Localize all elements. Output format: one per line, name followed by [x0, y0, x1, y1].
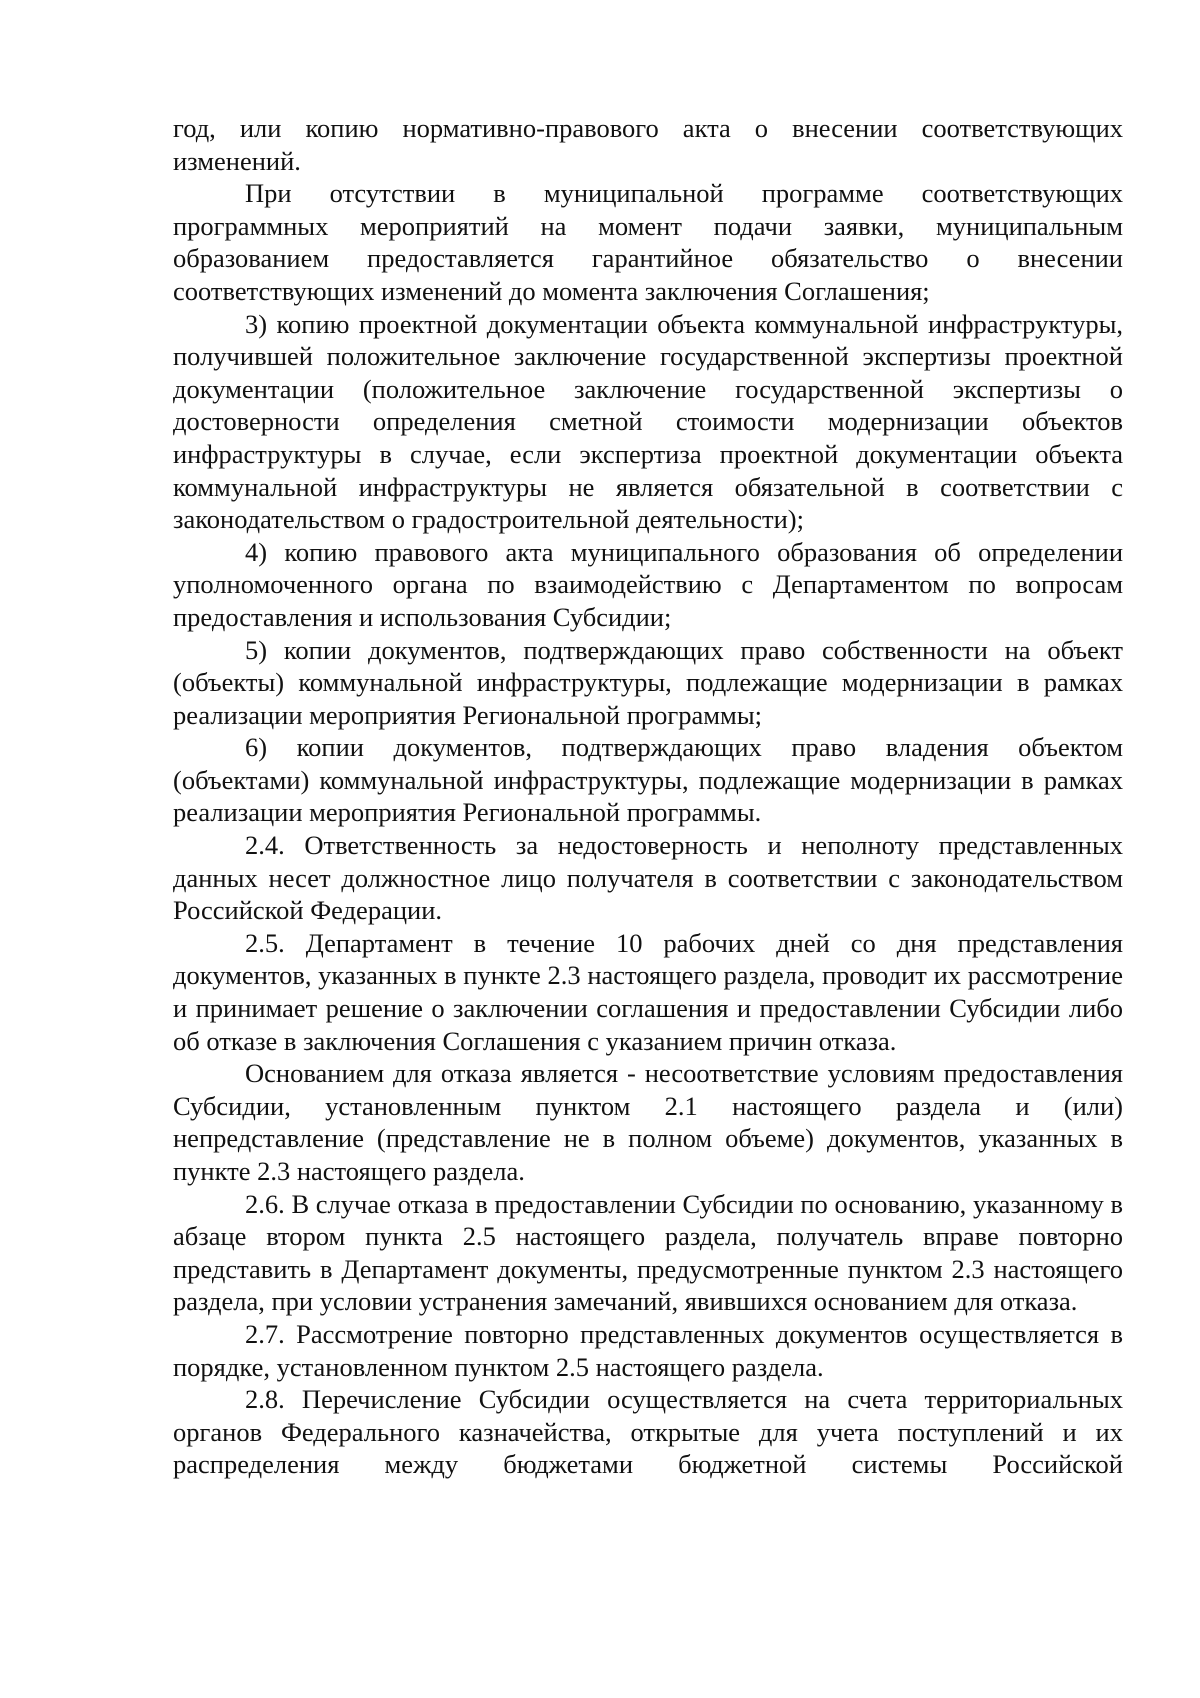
- paragraph-item-5: 5) копии документов, подтверждающих право собственности на объект (объекты) коммунальной инфраструктуры, подлежащие модернизации в рамках реализации мероприятия Региональной программы;: [173, 634, 1123, 730]
- paragraph-section-2-6: 2.6. В случае отказа в предоставлении Субсидии по основанию, указанному в абзаце втором пункта 2.5 настоящего раздела, получатель вправе повторно представить в Департамент документы, предусмотренные пунктом 2.3 настоящего раздела, при условии устранения замечаний, явившихся основанием для отказа.: [173, 1188, 1123, 1317]
- paragraph-continuation: год, или копию нормативно-правового акта о внесении соответствующих изменений.: [173, 113, 1123, 176]
- paragraph-section-2-4: 2.4. Ответственность за недостоверность и неполноту представленных данных несет должностное лицо получателя в соответствии с законодательством Российской Федерации.: [173, 830, 1123, 926]
- paragraph-section-2-8: 2.8. Перечисление Субсидии осуществляется на счета территориальных органов Федерального казначейства, открытые для учета поступлений и их распределения между бюджетами бюджетной системы Российской: [173, 1384, 1123, 1480]
- paragraph-item-6: 6) копии документов, подтверждающих право владения объектом (объектами) коммунальной инфраструктуры, подлежащие модернизации в рамках реализации мероприятия Региональной программы.: [173, 732, 1123, 828]
- paragraph-refusal-grounds: Основанием для отказа является - несоответствие условиям предоставления Субсидии, установленным пунктом 2.1 настоящего раздела и (или) непредставление (представление не в полном объеме) документов, указанных в пункте 2.3 настоящего раздела.: [173, 1058, 1123, 1186]
- document-page: [173, 112, 1123, 1481]
- paragraph-item-4: 4) копию правового акта муниципального образования об определении уполномоченного органа по взаимодействию с Департаментом по вопросам предоставления и использования Субсидии;: [173, 536, 1123, 632]
- paragraph-item-3: 3) копию проектной документации объекта коммунальной инфраструктуры, получившей положительное заключение государственной экспертизы проектной документации (положительное заключение государственной экспертизы о достоверности определения сметной стоимости модернизации объектов инфраструктуры в случае, если экспертиза проектной документации объекта коммунальной инфраструктуры не является обязательной в соответствии с законодательством о градостроительной деятельности);: [173, 308, 1123, 535]
- paragraph-guarantee-obligation: При отсутствии в муниципальной программе соответствующих программных мероприятий на момент подачи заявки, муниципальным образованием предоставляется гарантийное обязательство о внесении соответствующих изменений до момента заключения Соглашения;: [173, 178, 1123, 306]
- paragraph-section-2-5: 2.5. Департамент в течение 10 рабочих дней со дня представления документов, указанных в пункте 2.3 настоящего раздела, проводит их рассмотрение и принимает решение о заключении соглашения и предоставлении Субсидии либо об отказе в заключения Соглашения с указанием причин отказа.: [173, 927, 1123, 1056]
- paragraph-section-2-7: 2.7. Рассмотрение повторно представленных документов осуществляется в порядке, установленном пунктом 2.5 настоящего раздела.: [173, 1318, 1123, 1382]
